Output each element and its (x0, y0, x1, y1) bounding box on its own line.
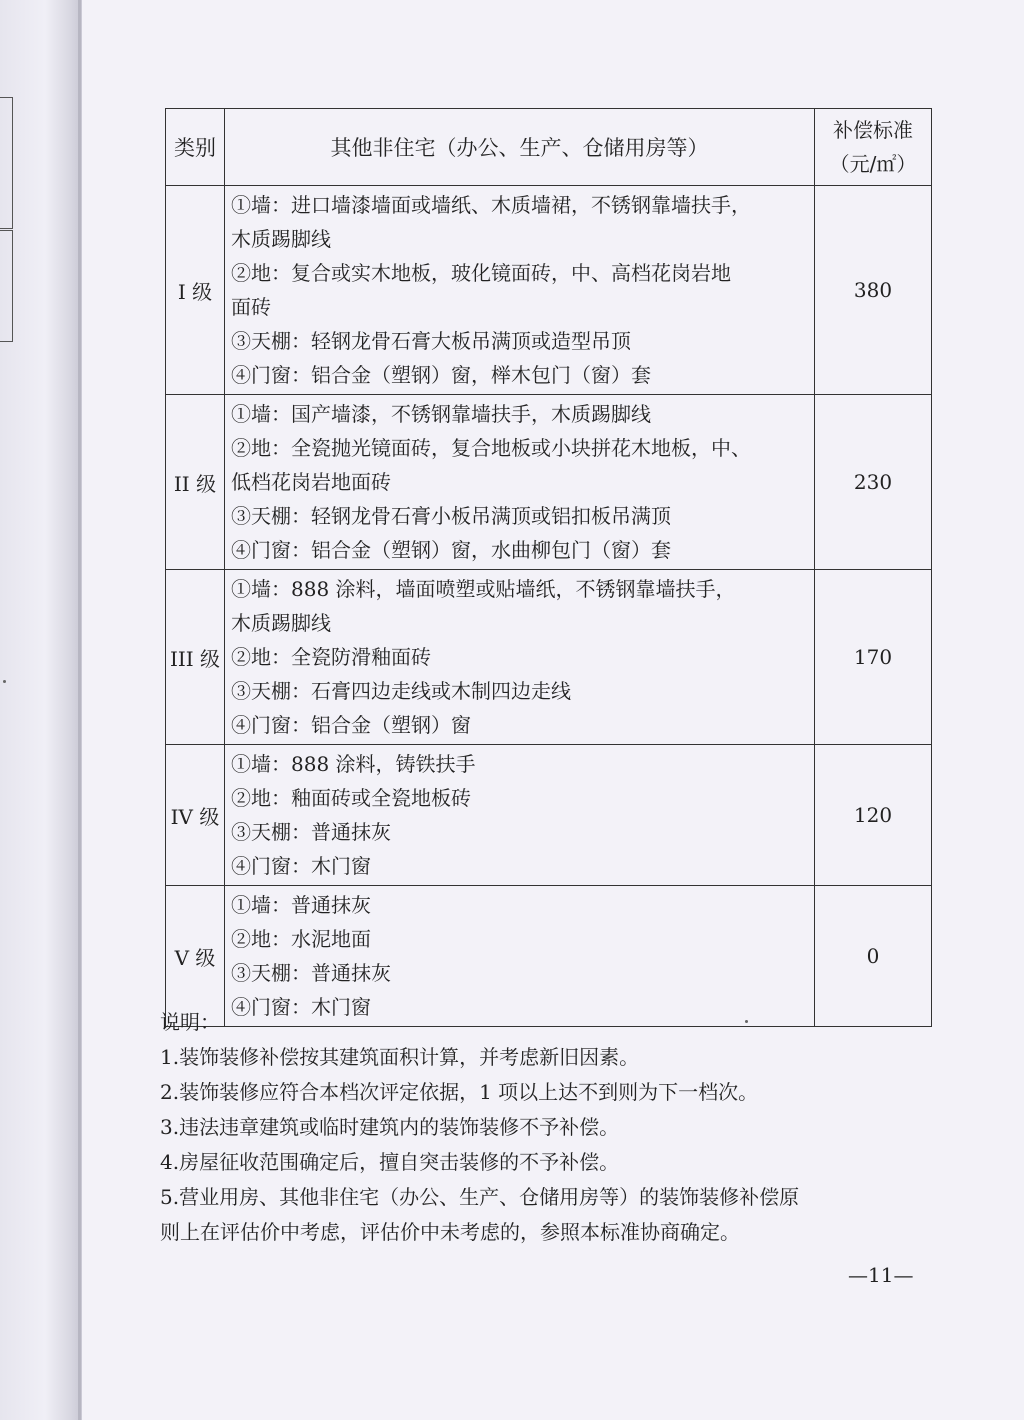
note-item: 则上在评估价中考虑，评估价中未考虑的，参照本标准协商确定。 (160, 1220, 740, 1244)
description-line: ①墙：888 涂料，铸铁扶手 (231, 752, 476, 776)
description-line: ①墙：888 涂料，墙面喷塑或贴墙纸，不锈钢靠墙扶手， (231, 577, 736, 601)
description-line: ③天棚：普通抹灰 (231, 820, 391, 844)
notes-section (160, 1005, 940, 1250)
description-line: 面砖 (231, 295, 271, 319)
description-line: ③天棚：轻钢龙骨石膏小板吊满顶或铝扣板吊满顶 (231, 504, 671, 528)
description-line: ①墙：国产墙漆，不锈钢靠墙扶手，木质踢脚线 (231, 402, 651, 426)
decoration-compensation-table (165, 108, 932, 1027)
facing-page-edge (0, 97, 13, 229)
table-row (166, 745, 932, 886)
note-item: 1.装饰装修补偿按其建筑面积计算，并考虑新旧因素。 (160, 1045, 640, 1069)
description-cell (225, 186, 815, 395)
facing-page-edge (0, 230, 13, 342)
grade-cell: III 级 (166, 570, 225, 745)
scan-speck (3, 680, 6, 683)
table-row (166, 186, 932, 395)
note-item: 2.装饰装修应符合本档次评定依据，1 项以上达不到则为下一档次。 (160, 1080, 759, 1104)
standard-value-cell: 380 (815, 186, 932, 395)
note-item: 3.违法违章建筑或临时建筑内的装饰装修不予补偿。 (160, 1115, 620, 1139)
header-standard-title: 补偿标准 (833, 118, 913, 142)
description-line: ②地：复合或实木地板，玻化镜面砖，中、高档花岗岩地 (231, 261, 731, 285)
standard-value-cell: 170 (815, 570, 932, 745)
description-line: ①墙：进口墙漆墙面或墙纸、木质墙裙，不锈钢靠墙扶手， (231, 193, 751, 217)
page-number: —11— (848, 1263, 914, 1287)
description-line: ③天棚：石膏四边走线或木制四边走线 (231, 679, 571, 703)
description-line: 木质踢脚线 (231, 611, 331, 635)
grade-cell: I 级 (166, 186, 225, 395)
spine-fold (78, 0, 81, 1420)
description-line: ④门窗：铝合金（塑钢）窗 (231, 713, 471, 737)
description-line: ②地：全瓷抛光镜面砖，复合地板或小块拼花木地板，中、 (231, 436, 751, 460)
note-item: 5.营业用房、其他非住宅（办公、生产、仓储用房等）的装饰装修补偿原 (160, 1185, 800, 1209)
grade-cell: IV 级 (166, 745, 225, 886)
table-header-row (166, 109, 932, 186)
description-line: ②地：全瓷防滑釉面砖 (231, 645, 431, 669)
standard-value-cell: 0 (815, 886, 932, 1027)
notes-heading: 说明： (160, 1010, 220, 1034)
description-line: ④门窗：铝合金（塑钢）窗，榉木包门（窗）套 (231, 363, 651, 387)
description-cell (225, 570, 815, 745)
header-category: 类别 (166, 109, 225, 186)
note-item: 4.房屋征收范围确定后，擅自突击装修的不予补偿。 (160, 1150, 620, 1174)
description-line: ④门窗：木门窗 (231, 854, 371, 878)
header-standard (815, 109, 932, 186)
description-line: ②地：水泥地面 (231, 927, 371, 951)
book-spine-shadow (0, 0, 82, 1420)
description-line: ④门窗：铝合金（塑钢）窗，水曲柳包门（窗）套 (231, 538, 671, 562)
standard-value-cell: 230 (815, 395, 932, 570)
header-standard-unit: （元/㎡） (829, 152, 917, 176)
header-description: 其他非住宅（办公、生产、仓储用房等） (225, 109, 815, 186)
description-line: 低档花岗岩地面砖 (231, 470, 391, 494)
description-cell (225, 395, 815, 570)
description-line: 木质踢脚线 (231, 227, 331, 251)
table-row (166, 395, 932, 570)
grade-cell: II 级 (166, 395, 225, 570)
description-line: ③天棚：轻钢龙骨石膏大板吊满顶或造型吊顶 (231, 329, 631, 353)
description-cell (225, 745, 815, 886)
description-line: ①墙：普通抹灰 (231, 893, 371, 917)
description-line: ③天棚：普通抹灰 (231, 961, 391, 985)
description-line: ②地：釉面砖或全瓷地板砖 (231, 786, 471, 810)
grade-cell: V 级 (166, 886, 225, 1027)
table-row (166, 570, 932, 745)
description-line: ④门窗：木门窗 (231, 995, 371, 1019)
standard-value-cell: 120 (815, 745, 932, 886)
